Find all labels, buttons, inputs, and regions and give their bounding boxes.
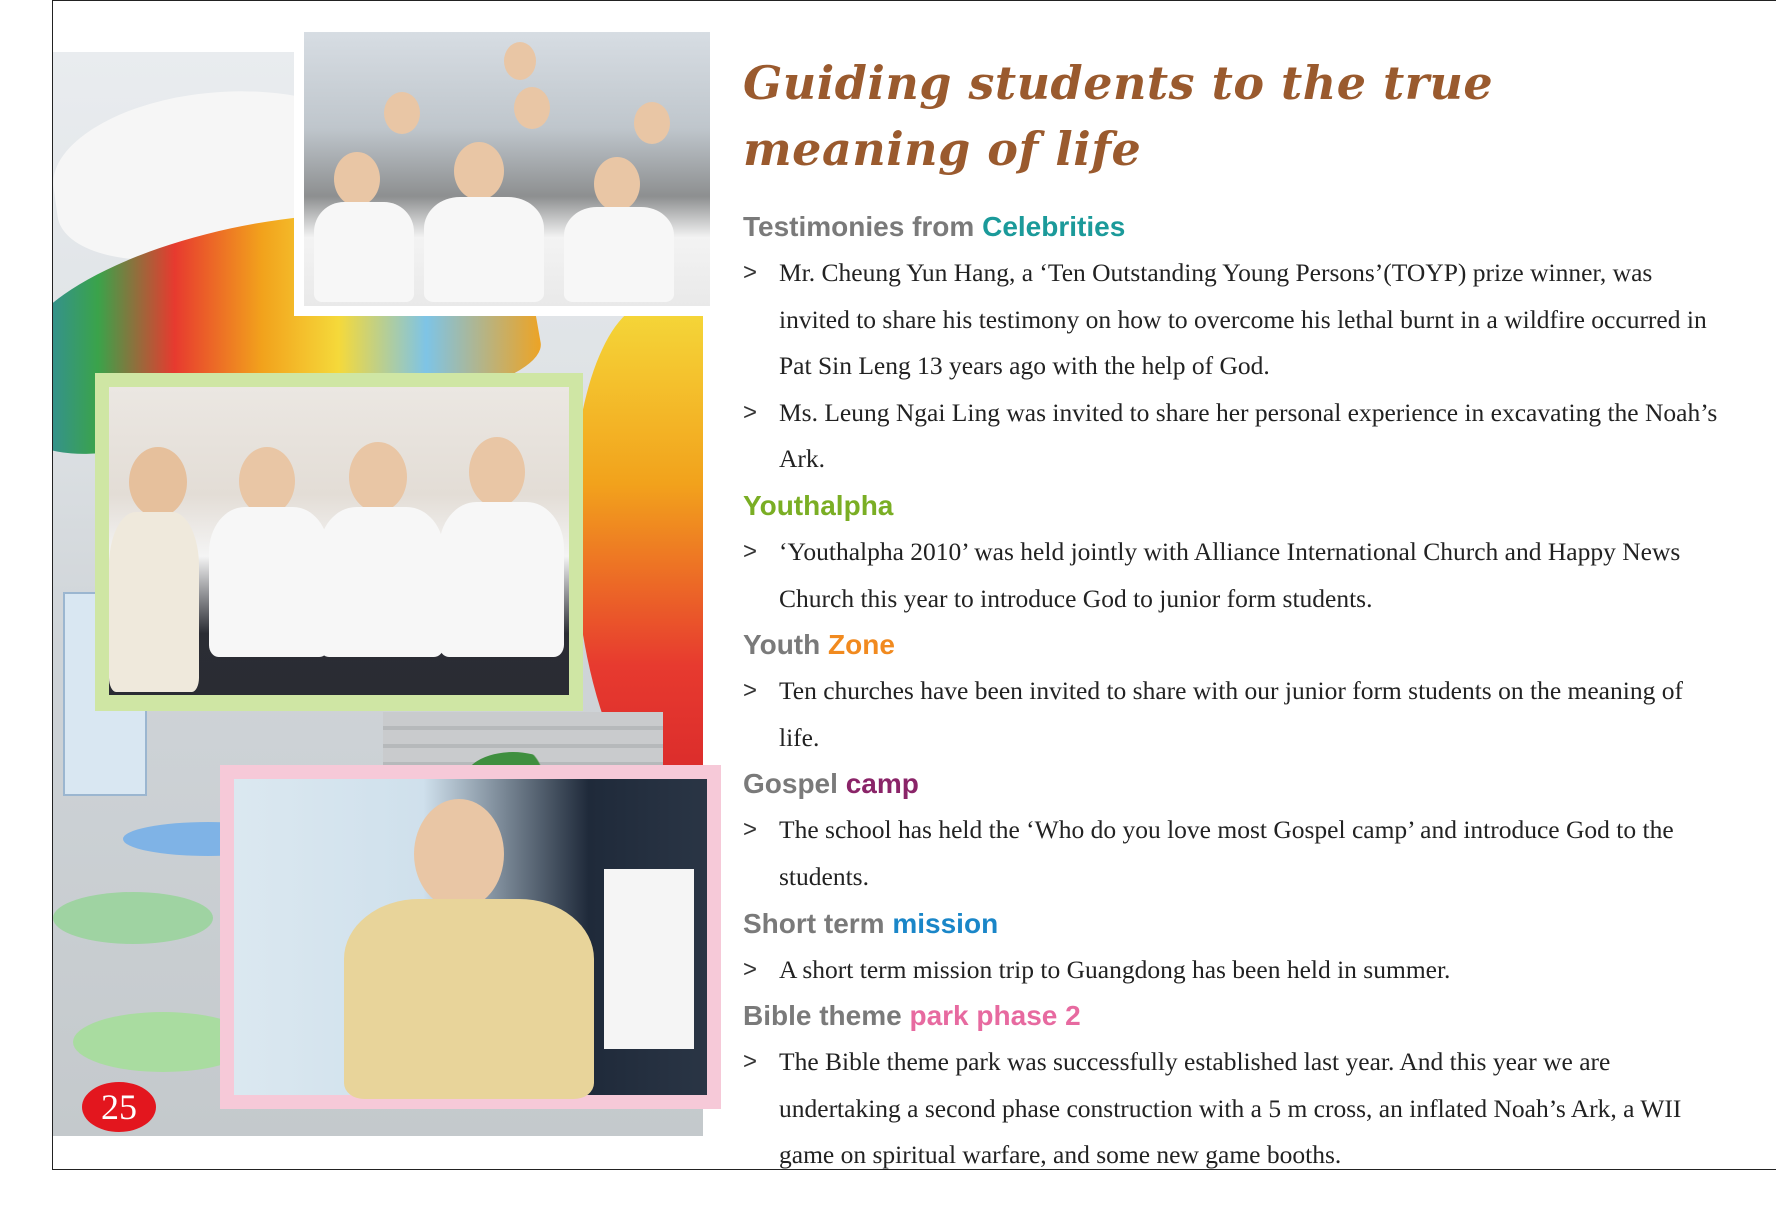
- section-celebrities: [743, 204, 1723, 483]
- section-heading-accent: park phase 2: [909, 1000, 1081, 1032]
- section-heading-prefix: Short term: [743, 907, 885, 939]
- article-content: [743, 50, 1723, 1179]
- face: [634, 102, 670, 144]
- bullet-marker: >: [743, 955, 758, 983]
- page-number: 25: [82, 1082, 156, 1132]
- list-item-text: ‘Youthalpha 2010’ was held jointly with Alliance International Church and Happy News Church this year to introduce God to junior form students.: [779, 536, 1681, 613]
- section-heading-accent: Celebrities: [982, 211, 1126, 242]
- shirt: [564, 207, 674, 302]
- face: [129, 447, 187, 517]
- photo-student-group-image: [304, 32, 710, 306]
- list-item: [743, 947, 1723, 994]
- list-item: [743, 668, 1723, 761]
- list-item: [743, 250, 1723, 390]
- section-heading-prefix: Gospel: [743, 768, 838, 800]
- face: [349, 442, 407, 512]
- shirt: [109, 512, 199, 692]
- face: [384, 92, 420, 134]
- shirt: [314, 202, 414, 302]
- section-bible-theme-park: [743, 993, 1723, 1179]
- face: [469, 437, 525, 507]
- section-youthalpha: [743, 483, 1723, 622]
- face: [414, 799, 504, 909]
- photo-student-portrait: [220, 765, 721, 1109]
- face: [514, 87, 550, 129]
- photo-student-group: [294, 30, 712, 316]
- poster-board: [604, 869, 694, 1049]
- section-heading-accent: Zone: [828, 629, 895, 661]
- gown: [344, 899, 594, 1099]
- section-short-term-mission: [743, 901, 1723, 994]
- section-youth-zone: [743, 622, 1723, 761]
- list-item-text: The Bible theme park was successfully established last year. And this year we are undertaking a second phase construction with a 5 m cross, an inflated Noah’s Ark, a WII game on spiritual warfare, and some new game booths.: [779, 1047, 1682, 1170]
- face: [454, 142, 504, 200]
- bullet-marker: >: [743, 816, 758, 844]
- face: [334, 152, 380, 206]
- list-item-text: Mr. Cheung Yun Hang, a ‘Ten Outstanding Young Persons’(TOYP) prize winner, was invited to share his testimony on how to overcome his lethal burnt in a wildfire occurred in Pat Sin Leng 13 years ago with the help of God.: [779, 258, 1707, 381]
- section-heading-prefix: Bible theme: [743, 1000, 902, 1032]
- bullet-marker: >: [743, 259, 758, 286]
- section-heading-prefix: Youth: [743, 629, 821, 661]
- photo-student-portrait-image: [234, 779, 707, 1095]
- shirt: [439, 502, 564, 657]
- section-gospel-camp: [743, 761, 1723, 900]
- bullet-marker: >: [743, 1048, 758, 1076]
- section-heading: [743, 901, 1723, 947]
- section-heading: [743, 204, 1723, 250]
- list-item: [743, 1039, 1723, 1179]
- section-heading: [743, 622, 1723, 668]
- list-item: [743, 390, 1723, 483]
- photo-four-people: [95, 373, 583, 711]
- list-item: [743, 529, 1723, 622]
- section-heading: [743, 483, 1723, 529]
- face: [239, 447, 295, 515]
- shirt: [319, 507, 444, 657]
- list-item-text: Ms. Leung Ngai Ling was invited to share her personal experience in excavating the Noah’s Ark.: [779, 397, 1718, 474]
- floor-dot: [53, 892, 213, 944]
- section-heading-accent: camp: [845, 768, 919, 800]
- page-title: Guiding students to the true meaning of life: [743, 56, 1494, 176]
- section-heading: [743, 761, 1723, 807]
- bullet-marker: >: [743, 398, 758, 426]
- list-item-text: A short term mission trip to Guangdong has been held in summer.: [779, 954, 1451, 984]
- list-item-text: Ten churches have been invited to share with our junior form students on the meaning of life.: [779, 676, 1683, 752]
- section-heading-accent: Youthalpha: [743, 489, 894, 521]
- face: [594, 157, 640, 211]
- shirt: [424, 197, 544, 302]
- face: [504, 42, 536, 80]
- list-item-text: The school has held the ‘Who do you love most Gospel camp’ and introduce God to the students.: [779, 815, 1674, 891]
- bullet-marker: >: [743, 677, 758, 705]
- section-heading: [743, 993, 1723, 1039]
- photo-four-people-image: [109, 387, 569, 695]
- shirt: [209, 507, 329, 657]
- section-heading-prefix: Testimonies from: [743, 211, 975, 242]
- section-heading-accent: mission: [892, 907, 999, 939]
- list-item: [743, 807, 1723, 900]
- bullet-marker: >: [743, 537, 758, 565]
